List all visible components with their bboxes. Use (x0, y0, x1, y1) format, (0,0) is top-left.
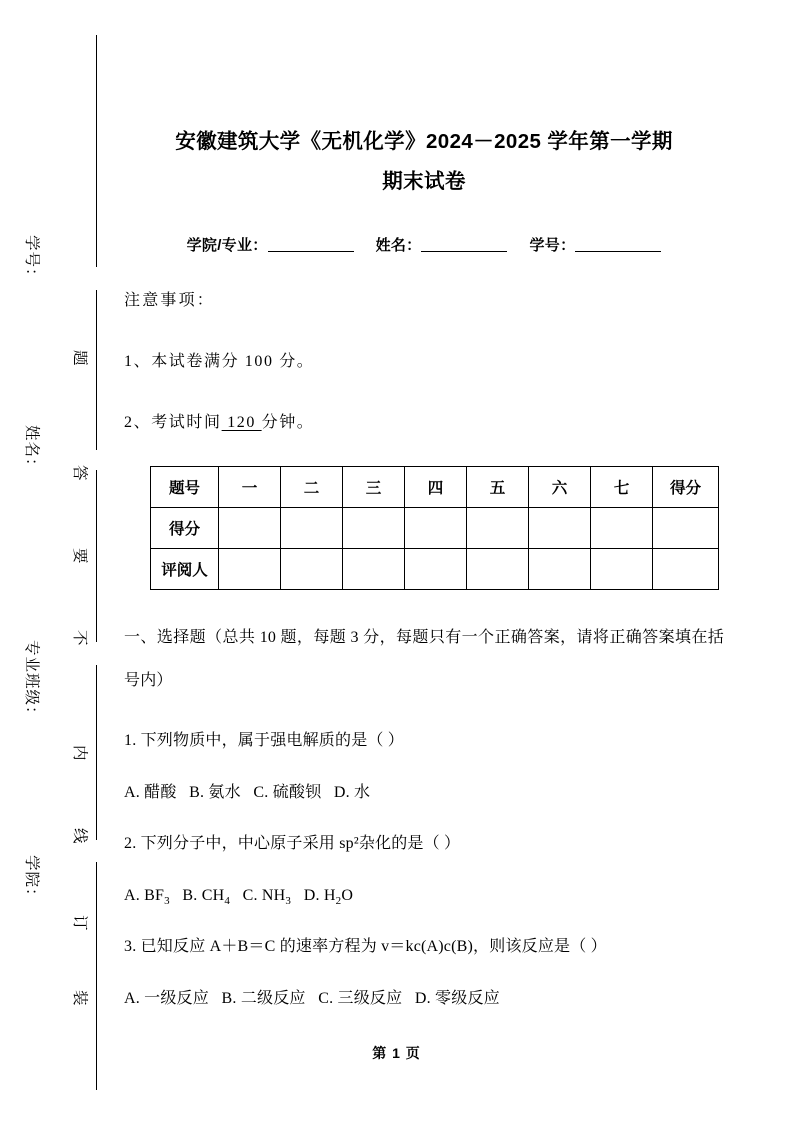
question-options-3: A. 一级反应 B. 二级反应 C. 三级反应 D. 零级反应 (124, 990, 500, 1007)
table-row (151, 549, 719, 590)
exam-duration-value: 120 (221, 414, 262, 431)
reviewer-cell[interactable] (467, 549, 529, 590)
name-label: 姓名： (375, 237, 422, 254)
seal-label-name: 姓名： (23, 425, 40, 475)
score-cell[interactable] (653, 508, 719, 549)
question-options-2: A. $BF_3$ B. $CH_4$ C. $NH_3$ D. $H_2O$ (124, 887, 354, 908)
note-item-1: 1、本试卷满分 100 分。 (124, 353, 315, 370)
student-id-label: 学号： (529, 237, 576, 254)
score-table-header-cell: 题号 (151, 467, 219, 508)
seal-char: 不 (71, 630, 88, 646)
score-cell[interactable] (591, 508, 653, 549)
score-table-header-cell: 六 (529, 467, 591, 508)
score-cell[interactable] (343, 508, 405, 549)
score-table-header-cell: 得分 (653, 467, 719, 508)
reviewer-cell[interactable] (591, 549, 653, 590)
college-major-field[interactable] (268, 251, 354, 252)
seal-rule-segment (96, 470, 97, 642)
student-identity-line (124, 234, 724, 255)
question-stem-3: 3. 已知反应 A＋B＝C 的速率方程为 v＝kc(A)c(B)，则该反应是（ ） (124, 938, 607, 955)
score-cell[interactable] (219, 508, 281, 549)
score-row-label: 得分 (151, 508, 219, 549)
exam-title-line1: 安徽建筑大学《无机化学》2024－2025 学年第一学期 (175, 130, 673, 153)
seal-char: 线 (71, 828, 88, 844)
note-item-2-prefix: 2、考试时间 (124, 414, 222, 431)
score-table-header-cell: 一 (219, 467, 281, 508)
note-item-2 (124, 409, 724, 432)
document-body (124, 0, 724, 1011)
score-cell[interactable] (529, 508, 591, 549)
score-table-header-cell: 五 (467, 467, 529, 508)
question-stem-2: 2. 下列分子中，中心原子采用 sp²杂化的是（ ） (124, 835, 461, 852)
seal-rule-segment (96, 665, 97, 840)
seal-rule-segment (96, 35, 97, 267)
seal-char: 要 (71, 548, 88, 564)
score-cell[interactable] (467, 508, 529, 549)
page-footer: 第 1 页 (372, 1045, 421, 1061)
reviewer-cell[interactable] (653, 549, 719, 590)
reviewer-cell[interactable] (343, 549, 405, 590)
seal-char: 题 (71, 350, 88, 366)
exam-title (124, 122, 724, 202)
table-row (151, 508, 719, 549)
seal-char: 装 (71, 990, 88, 1006)
note-item-2-suffix: 分钟。 (261, 414, 315, 431)
section-heading-multiple-choice: 一、选择题（总共 10 题，每题 3 分，每题只有一个正确答案，请将正确答案填在括号内） (124, 629, 724, 689)
college-major-label: 学院/专业： (186, 237, 268, 254)
question-options-1: A. 醋酸 B. 氨水 C. 硫酸钡 D. 水 (124, 784, 371, 801)
score-cell[interactable] (281, 508, 343, 549)
score-table (150, 466, 719, 590)
reviewer-row-label: 评阅人 (151, 549, 219, 590)
seal-rule-segment (96, 290, 97, 450)
seal-char: 订 (71, 915, 88, 931)
score-table-header-cell: 二 (281, 467, 343, 508)
score-table-header-cell: 七 (591, 467, 653, 508)
exam-title-line2: 期末试卷 (382, 170, 466, 193)
notes-heading: 注意事项： (124, 292, 216, 309)
table-row-header (151, 467, 719, 508)
seal-label-student-id: 学号： (23, 235, 40, 285)
reviewer-cell[interactable] (405, 549, 467, 590)
question-stem-1: 1. 下列物质中，属于强电解质的是（ ） (124, 732, 405, 749)
seal-label-class: 专业班级： (23, 640, 40, 723)
seal-char: 内 (71, 745, 88, 761)
score-table-header-cell: 四 (405, 467, 467, 508)
reviewer-cell[interactable] (219, 549, 281, 590)
score-table-header-cell: 三 (343, 467, 405, 508)
name-field[interactable] (421, 251, 507, 252)
reviewer-cell[interactable] (529, 549, 591, 590)
score-cell[interactable] (405, 508, 467, 549)
student-id-field[interactable] (575, 251, 661, 252)
seal-char: 答 (71, 465, 88, 481)
reviewer-cell[interactable] (281, 549, 343, 590)
seal-label-college: 学院： (23, 855, 40, 905)
